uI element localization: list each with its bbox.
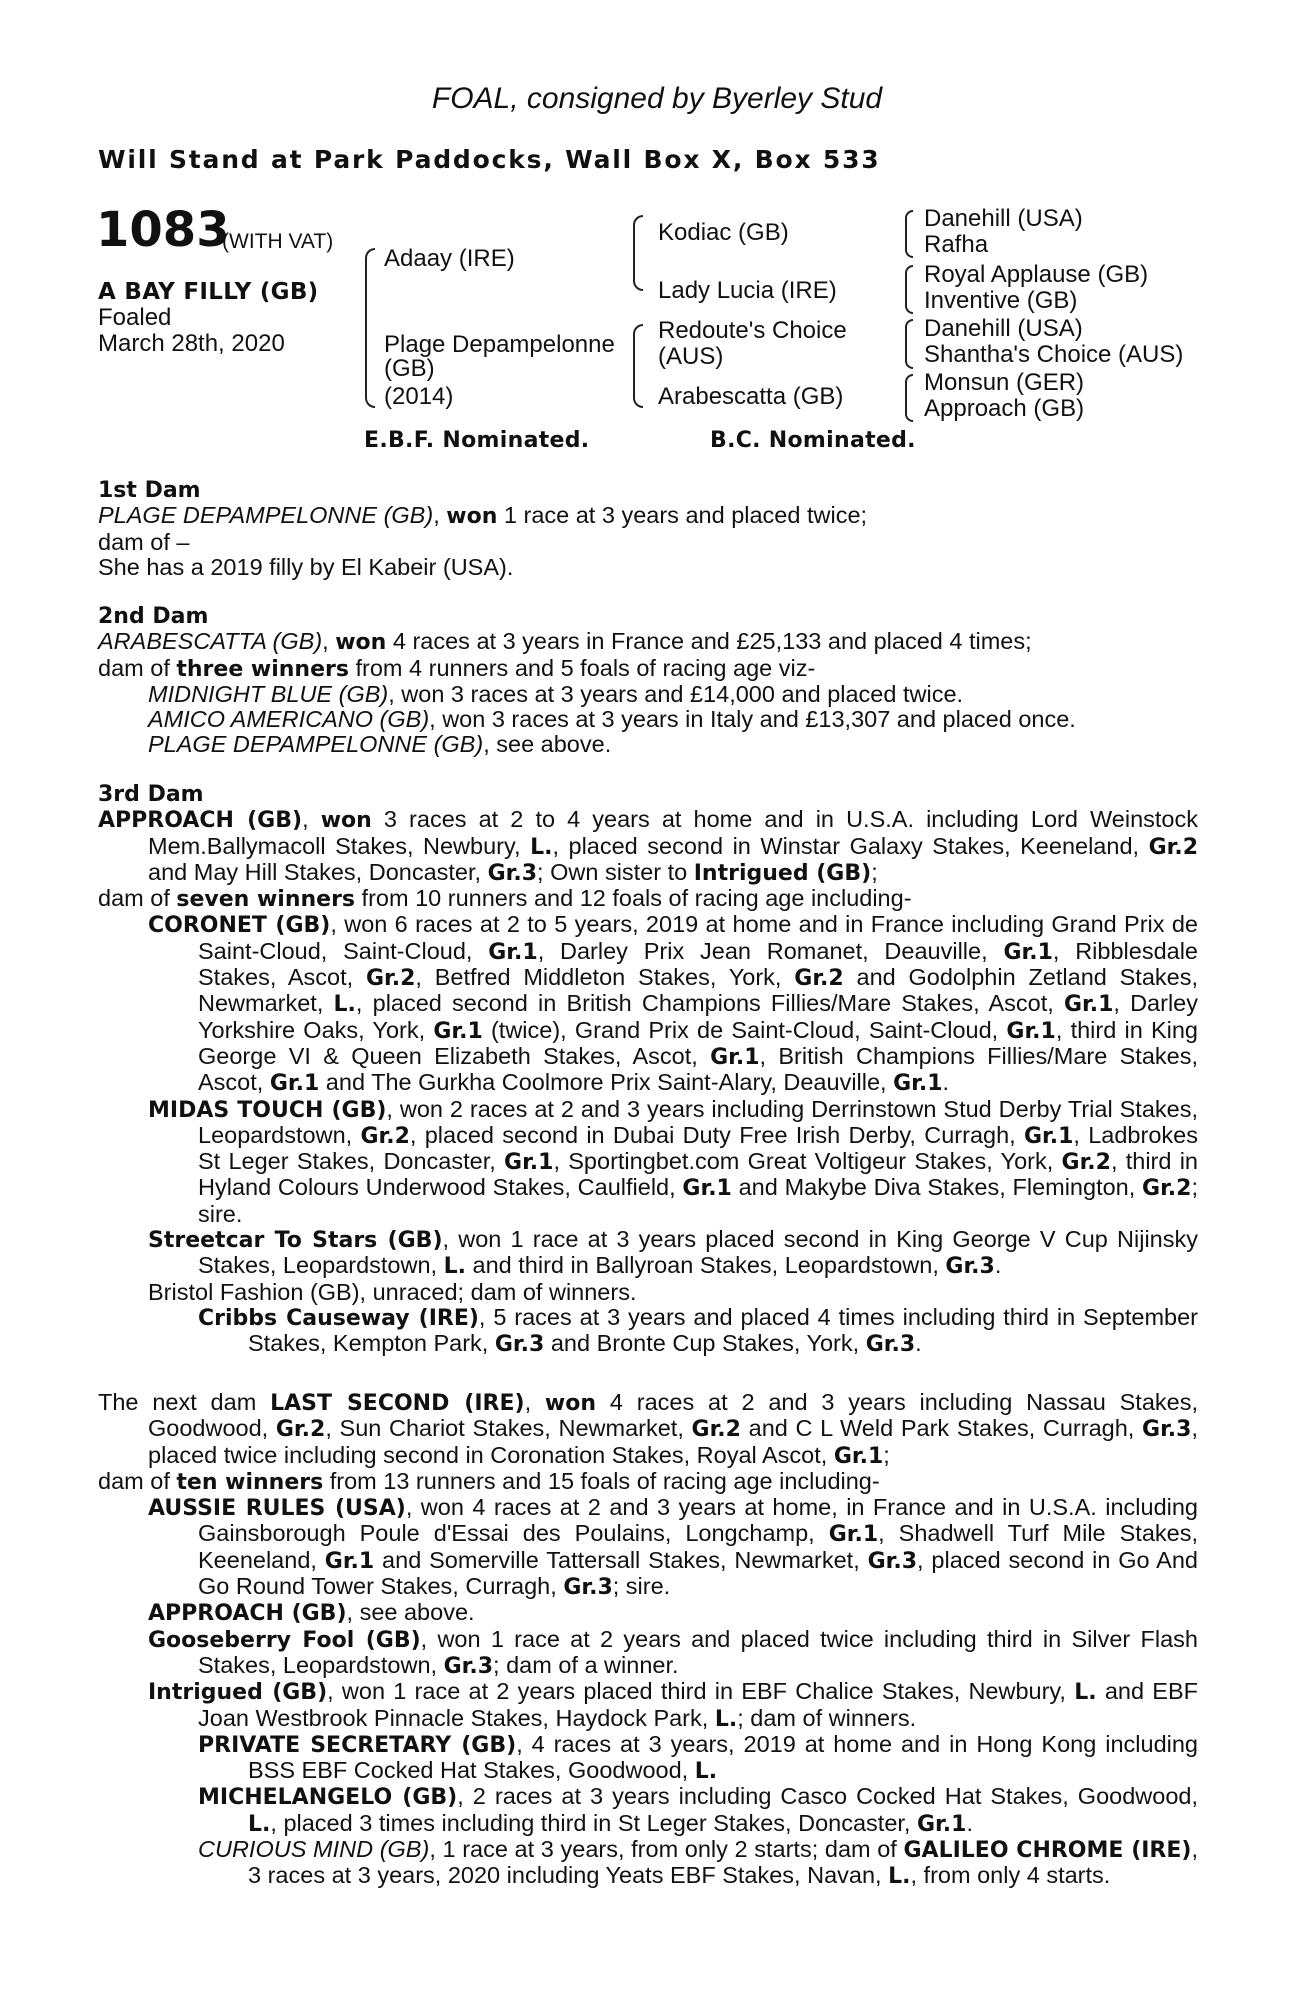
ds-brace: [905, 319, 913, 369]
first-dam-text: PLAGE DEPAMPELONNE (GB), won 1 race at 3 years and placed twice;: [98, 502, 868, 530]
next-dam-text: The next dam LAST SECOND (IRE), won 4 races at 2 and 3 years including Nassau Stakes, Goodwood, Gr.2, Sun Chariot Stakes, Newmarket, Gr.2 and C L Weld Park Stakes, Curragh, Gr.3, placed twice including second in Coronation Stakes, Royal Ascot, Gr.1;: [98, 1389, 1198, 1469]
consignor-line: FOAL, consigned by Byerley Stud: [431, 82, 883, 115]
dam-name-2: (GB): [384, 355, 435, 382]
second-dam-section: [98, 604, 1198, 758]
produce-plage-depampelonne: PLAGE DEPAMPELONNE (GB), see above.: [148, 731, 612, 758]
lot-name: A BAY FILLY (GB): [98, 279, 319, 305]
sire-name: Adaay (IRE): [384, 245, 515, 272]
gen3-3: Royal Applause (GB): [924, 261, 1149, 288]
third-dam-text: APPROACH (GB), won 3 races at 2 to 4 years at home and in U.S.A. including Lord Weinstock Mem.Ballymacoll Stakes, Newbury, L., placed second in Winstar Galaxy Stakes, Keeneland, Gr.2 and May Hill Stakes, Doncaster, Gr.3; Own sister to Intrigued (GB);: [98, 806, 1199, 886]
produce-amico-americano: AMICO AMERICANO (GB), won 3 races at 3 years in Italy and £13,307 and placed once.: [148, 706, 1076, 733]
produce-michelangelo: MICHELANGELO (GB), 2 races at 3 years including Casco Cocked Hat Stakes, Goodwood, L., placed 3 times including third in St Leger Stakes, Doncaster, Gr.1.: [198, 1783, 1198, 1837]
first-dam-section: [98, 478, 1198, 580]
gen3-7: Monsun (GER): [924, 369, 1085, 396]
third-dam-title: 3rd Dam: [98, 782, 204, 807]
produce-coronet: CORONET (GB), won 6 races at 2 to 5 years, 2019 at home and in France including Grand Prix de Saint-Cloud, Saint-Cloud, Gr.1, Darley Prix Jean Romanet, Deauville, Gr.1, Ribblesdale Stakes, Ascot, Gr.2, Betfred Middleton Stakes, York, Gr.2 and Godolphin Zetland Stakes, Newmarket, L., placed second in British Champions Fillies/Mare Stakes, Ascot, Gr.1, Darley Yorkshire Oaks, York, Gr.1 (twice), Grand Prix de Saint-Cloud, Saint-Cloud, Gr.1, third in King George VI & Queen Elizabeth Stakes, Ascot, Gr.1, British Champions Fillies/Mare Stakes, Ascot, Gr.1 and The Gurkha Coolmore Prix Saint-Alary, Deauville, Gr.1.: [148, 911, 1199, 1097]
produce-curious-mind: CURIOUS MIND (GB), 1 race at 3 years, from only 2 starts; dam of GALILEO CHROME (IRE), 3 races at 3 years, 2020 including Yeats EBF Stakes, Navan, L., from only 4 starts.: [198, 1836, 1198, 1890]
produce-approach: APPROACH (GB), see above.: [148, 1599, 475, 1627]
second-dam-text: ARABESCATTA (GB), won 4 races at 3 years in France and £25,133 and placed 4 times;: [98, 628, 1032, 656]
foaled-label: Foaled: [98, 304, 172, 331]
third-dam-produce: dam of seven winners from 10 runners and 12 foals of racing age including-: [98, 885, 912, 913]
ss-brace: [905, 210, 913, 258]
produce-intrigued: Intrigued (GB), won 1 race at 2 years placed third in EBF Chalice Stakes, Newbury, L. and EBF Joan Westbrook Pinnacle Stakes, Haydock Park, L.; dam of winners.: [148, 1678, 1198, 1732]
sd-brace: [905, 265, 913, 314]
third-dam-section: [98, 782, 1198, 1358]
gen3-6: Shantha's Choice (AUS): [924, 341, 1184, 368]
produce-gooseberry-fool: Gooseberry Fool (GB), won 1 race at 2 years and placed twice including third in Silver Flash Stakes, Leopardstown, Gr.3; dam of a winner.: [148, 1625, 1198, 1679]
sire-dam-brace: [365, 248, 375, 408]
vat-note: (WITH VAT): [222, 230, 334, 253]
first-dam-foal: She has a 2019 filly by El Kabeir (USA).: [98, 553, 514, 580]
gen3-8: Approach (GB): [924, 395, 1085, 422]
foaled-date: March 28th, 2020: [98, 330, 285, 357]
gen3-5: Danehill (USA): [924, 315, 1083, 342]
dd-brace: [905, 374, 913, 422]
produce-midnight-blue: MIDNIGHT BLUE (GB), won 3 races at 3 years and £14,000 and placed twice.: [148, 680, 964, 707]
first-dam-title: 1st Dam: [98, 478, 201, 503]
produce-cribbs-causeway: Cribbs Causeway (IRE), 5 races at 3 years and placed 4 times including third in September Stakes, Kempton Park, Gr.3 and Bronte Cup Stakes, York, Gr.3.: [198, 1303, 1198, 1358]
gen3-4: Inventive (GB): [924, 287, 1078, 314]
lot-number: 1083: [96, 202, 230, 258]
dam-dam: Arabescatta (GB): [658, 383, 844, 410]
second-dam-produce: dam of three winners from 4 runners and 5 foals of racing age viz-: [98, 654, 816, 682]
produce-private-secretary: PRIVATE SECRETARY (GB), 4 races at 3 years, 2019 at home and in Hong Kong including BSS EBF Cocked Hat Stakes, Goodwood, L.: [198, 1730, 1199, 1785]
next-dam-section: [98, 1390, 1198, 1890]
sire-dam: Lady Lucia (IRE): [658, 277, 837, 304]
dam-name-1: Plage Depampelonne: [384, 331, 615, 358]
produce-aussie-rules: AUSSIE RULES (USA), won 4 races at 2 and 3 years at home, in France and in U.S.A. including Gainsborough Poule d'Essai des Poulains, Longchamp, Gr.1, Shadwell Turf Mile Stakes, Keeneland, Gr.1 and Somerville Tattersall Stakes, Newmarket, Gr.3, placed second in Go And Go Round Tower Stakes, Curragh, Gr.3; sire.: [148, 1494, 1198, 1601]
dam-name-3: (2014): [384, 383, 454, 410]
stand-line: Will Stand at Park Paddocks, Wall Box X, Box 533: [98, 145, 881, 174]
dam-brace: [633, 324, 643, 408]
sire-sire: Kodiac (GB): [658, 219, 789, 246]
second-dam-title: 2nd Dam: [98, 604, 209, 629]
gen3-1: Danehill (USA): [924, 205, 1083, 232]
gen3-2: Rafha: [924, 231, 989, 258]
next-dam-produce: dam of ten winners from 13 runners and 15 foals of racing age including-: [98, 1467, 880, 1495]
produce-midas-touch: MIDAS TOUCH (GB), won 2 races at 2 and 3 years including Derrinstown Stud Derby Trial Stakes, Leopardstown, Gr.2, placed second in Dubai Duty Free Irish Derby, Curragh, Gr.1, Ladbrokes St Leger Stakes, Doncaster, Gr.1, Sportingbet.com Great Voltigeur Stakes, York, Gr.2, third in Hyland Colours Underwood Stakes, Caulfield, Gr.1 and Makybe Diva Stakes, Flemington, Gr.2; sire.: [148, 1095, 1198, 1227]
sire-brace: [633, 215, 643, 291]
bc-nominated: B.C. Nominated.: [710, 428, 916, 453]
dam-sire-1: Redoute's Choice: [658, 317, 847, 344]
produce-streetcar-to-stars: Streetcar To Stars (GB), won 1 race at 3 years placed second in King George V Cup Nijinsky Stakes, Leopardstown, L. and third in Ballyroan Stakes, Leopardstown, Gr.3.: [148, 1226, 1198, 1280]
produce-bristol-fashion: Bristol Fashion (GB), unraced; dam of winners.: [148, 1278, 637, 1305]
dam-sire-2: (AUS): [658, 343, 724, 370]
first-dam-produce: dam of –: [98, 528, 190, 555]
ebf-nominated: E.B.F. Nominated.: [364, 428, 590, 453]
